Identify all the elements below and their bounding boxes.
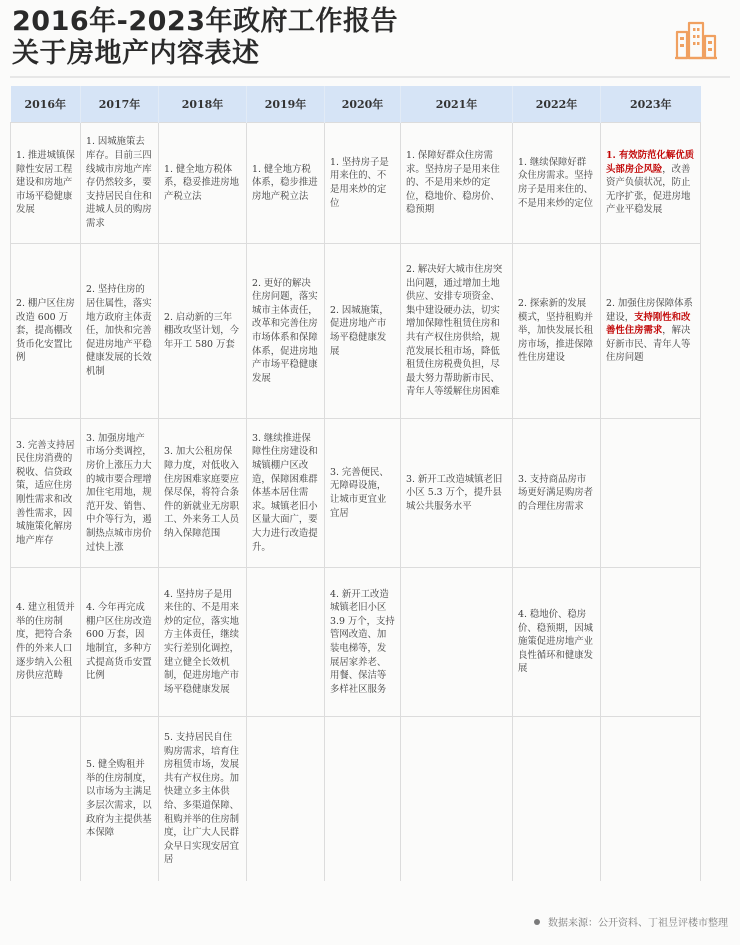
cell-2016 [11,717,81,882]
cell-2019 [247,717,325,882]
cell-text: ，解决好新市民、青年人等住房问题 [606,325,691,364]
buildings-icon [674,18,718,60]
page-title [12,6,398,70]
header-row [11,86,701,123]
cell-2022: 2. 探索新的发展模式，坚持租购并举，加快发展长租房市场，推进保障性住房建设 [513,244,601,419]
cell-2020: 1. 坚持房子是用来住的、不是用来炒的定位 [325,123,401,244]
cell-2023 [601,123,701,244]
cell-2017: 4. 今年再完成棚户区住房改造 600 万套，因地制宜，多种方式提高货币安置比例 [81,568,159,717]
source-text: 数据来源：公开资料、丁祖昱评楼市整理 [548,918,728,929]
cell-2023 [601,717,701,882]
cell-2017: 2. 坚持住房的居住属性，落实地方政府主体责任，加快和完善促进房地产平稳健康发展的长效机制 [81,244,159,419]
highlight-text: 1. 有效防范化解优质头部房企风险 [606,150,695,175]
cell-2016: 2. 棚户区住房改造 600 万套，提高棚改货币化安置比例 [11,244,81,419]
cell-text: 2. 加强住房保障体系建设， [606,298,693,323]
cell-2020: 3. 完善便民、无障碍设施，让城市更宜业宜居 [325,419,401,568]
header-2017: 2017年 [81,86,159,123]
cell-2019 [247,568,325,717]
header-2021: 2021年 [401,86,513,123]
cell-2022: 4. 稳地价、稳房价、稳预期，因城施策促进房地产业良性循环和健康发展 [513,568,601,717]
cell-2021: 2. 解决好大城市住房突出问题，通过增加土地供应、安排专项资金、集中建设硬办法，切实增加保障性租赁住房和共有产权住房供给，规范发展长租市场，降低租赁住房税费负担，尽最大努力帮助新市民、青年人等缓解住房困难 [401,244,513,419]
header-2016: 2016年 [11,86,81,123]
title-line-1: 2016年-2023年政府工作报告 [12,6,398,37]
cell-2018: 2. 启动新的三年棚改攻坚计划，今年开工 580 万套 [159,244,247,419]
cell-2016: 4. 建立租赁并举的住房制度，把符合条件的外来人口逐步纳入公租房供应范畴 [11,568,81,717]
report-table [10,86,701,881]
cell-2017: 3. 加强房地产市场分类调控，房价上涨压力大的城市要合理增加住宅用地，规范开发、销售、中介等行为，遏制热点城市房价过快上涨 [81,419,159,568]
cell-2018: 4. 坚持房子是用来住的、不是用来炒的定位，落实地方主体责任，继续实行差别化调控，建立健全长效机制，促进房地产市场平稳健康发展 [159,568,247,717]
cell-2016: 3. 完善支持居民住房消费的税收、信贷政策，适应住房刚性需求和改善性需求，因城施策化解房地产库存 [11,419,81,568]
table-row [11,123,701,244]
bullet-icon [534,919,540,925]
title-line-2: 关于房地产内容表述 [12,38,260,69]
source-note [534,914,728,929]
cell-2018: 5. 支持居民自住购房需求，培育住房租赁市场，发展共有产权住房。加快建立多主体供给、多渠道保障、租购并举的住房制度，让广大人民群众早日实现安居宜居 [159,717,247,882]
header-2018: 2018年 [159,86,247,123]
cell-2021: 1. 保障好群众住房需求。坚持房子是用来住的、不是用来炒的定位，稳地价、稳房价、稳预期 [401,123,513,244]
cell-2018: 3. 加大公租房保障力度，对低收入住房困难家庭要应保尽保，将符合条件的新就业无房职工、外来务工人员纳入保障范围 [159,419,247,568]
table-row [11,244,701,419]
cell-2023 [601,568,701,717]
cell-2019: 3. 继续推进保障性住房建设和城镇棚户区改造，保障困难群体基本居住需求。城镇老旧小区量大面广，要大力进行改造提升。 [247,419,325,568]
cell-2017: 5. 健全购租并举的住房制度，以市场为主满足多层次需求，以政府为主提供基本保障 [81,717,159,882]
cell-2019: 2. 更好的解决住房问题，落实城市主体责任，改革和完善住房市场体系和保障体系，促进房地产市场平稳健康发展 [247,244,325,419]
table-row [11,419,701,568]
cell-2019: 1. 健全地方税体系，稳步推进房地产税立法 [247,123,325,244]
cell-2018: 1. 健全地方税体系，稳妥推进房地产税立法 [159,123,247,244]
cell-2022 [513,717,601,882]
cell-text: ，改善资产负债状况，防止无序扩张，促进房地产业平稳发展 [606,163,691,216]
header-2022: 2022年 [513,86,601,123]
cell-2016: 1. 推进城镇保障性安居工程建设和房地产市场平稳健康发展 [11,123,81,244]
header-2019: 2019年 [247,86,325,123]
table-row [11,717,701,882]
cell-2020: 2. 因城施策，促进房地产市场平稳健康发展 [325,244,401,419]
cell-2023 [601,419,701,568]
header-2020: 2020年 [325,86,401,123]
title-divider [10,76,730,78]
cell-2022: 3. 支持商品房市场更好满足购房者的合理住房需求 [513,419,601,568]
cell-2021 [401,568,513,717]
table-row [11,568,701,717]
cell-2017: 1. 因城施策去库存。目前三四线城市房地产库存仍然较多，要支持居民自住和进城人员的购房需求 [81,123,159,244]
cell-2020 [325,717,401,882]
cell-2021 [401,717,513,882]
cell-2021: 3. 新开工改造城镇老旧小区 5.3 万个，提升县城公共服务水平 [401,419,513,568]
cell-2023 [601,244,701,419]
header-2023: 2023年 [601,86,701,123]
cell-2022: 1. 继续保障好群众住房需求。坚持房子是用来住的、不是用来炒的定位 [513,123,601,244]
cell-2020: 4. 新开工改造城镇老旧小区 3.9 万个，支持管网改造、加装电梯等，发展居家养老、用餐、保洁等多样社区服务 [325,568,401,717]
highlight-text: 支持刚性和改善性住房需求 [606,311,691,337]
